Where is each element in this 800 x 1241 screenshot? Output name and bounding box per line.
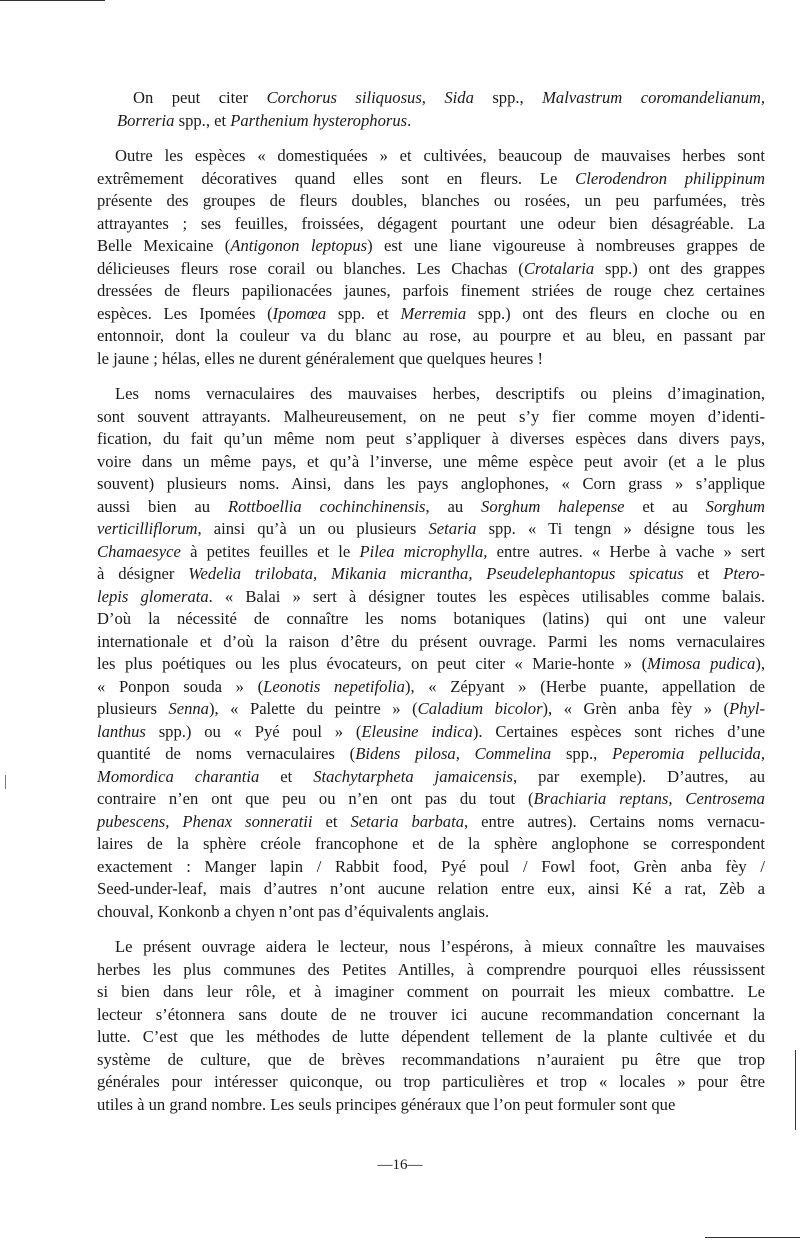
- text-line: [97, 788, 765, 811]
- text-run: ), « Grèn anba fèy » (: [542, 699, 730, 718]
- text-run: D’où la nécessité de connaître les noms botaniques (latins) qui ont une valeur: [97, 609, 765, 628]
- text-run: présente des groupes de fleurs doubles, blanches ou rosées, un peu parfumées, très: [97, 191, 765, 210]
- text-line: [97, 1094, 765, 1117]
- page-body-text: [97, 87, 765, 1129]
- text-run: quantité de noms vernaculaires (: [97, 744, 356, 763]
- text-run: Le présent ouvrage aidera le lecteur, nous l’espérons, à mieux connaître les mauvaises: [115, 937, 765, 956]
- text-run: attrayantes ; ses feuilles, froissées, dégagent pourtant une odeur bien désagréable. La: [97, 213, 765, 233]
- text-line: [97, 348, 765, 371]
- text-line: [97, 190, 765, 213]
- italic-taxon-name: Sida: [444, 88, 474, 107]
- text-line: [97, 1071, 765, 1094]
- text-run: utiles à un grand nombre. Les seuls principes généraux que l’on peut formuler sont que: [97, 1094, 676, 1114]
- italic-taxon-name: Wedelia trilobata, Mikania micrantha, Pseudelephantopus spicatus: [188, 564, 684, 583]
- italic-taxon-name: lanthus: [97, 721, 146, 741]
- text-line: [97, 213, 765, 236]
- text-run: lecteur s’étonnera sans doute de ne trouver ici aucune recommandation concernant la: [97, 1004, 765, 1024]
- text-line: [97, 235, 765, 258]
- text-line: [97, 406, 765, 429]
- text-run: souvent) plusieurs noms. Ainsi, dans les pays anglophones, « Corn grass » s’applique: [97, 474, 765, 493]
- text-run: système de culture, que de brèves recommandations n’auraient pu être que trop: [97, 1049, 765, 1069]
- text-line: [97, 676, 765, 699]
- italic-taxon-name: Peperomia pellucida,: [612, 744, 765, 763]
- text-run: internationale et d’où la raison d’être du présent ouvrage. Parmi les noms vernaculaires: [97, 631, 765, 651]
- text-run: spp.,: [473, 88, 543, 107]
- italic-taxon-name: Malvastrum coromandelianum,: [542, 88, 765, 107]
- italic-taxon-name: Corchorus siliquosus: [266, 88, 422, 107]
- text-line: [97, 608, 765, 631]
- text-run: exactement : Manger lapin / Rabbit food, Pyé poul / Fowl foot, Grèn anba fèy /: [97, 856, 765, 876]
- italic-taxon-name: Setaria barbata: [350, 811, 464, 831]
- text-run: et: [312, 811, 351, 831]
- text-run: les plus poétiques ou les plus évocateurs, on peut citer « Marie-honte » (: [97, 654, 648, 673]
- scan-speck: [5, 775, 6, 789]
- text-run: ),: [755, 654, 765, 673]
- text-line: [97, 631, 765, 654]
- italic-taxon-name: Pilea microphylla,: [359, 541, 488, 561]
- text-line: [97, 496, 765, 519]
- text-run: extrêmement décoratives quand elles sont en fleurs. Le: [97, 168, 576, 188]
- text-run: herbes les plus communes des Petites Antilles, à comprendre pourquoi elles réussissent: [97, 959, 765, 979]
- text-run: ), « Palette du peintre » (: [208, 699, 418, 718]
- text-run: spp. et: [326, 303, 401, 323]
- text-run: , entre autres). Certains noms vernacu-: [464, 811, 766, 831]
- text-run: laires de la sphère créole francophone et de la sphère anglophone se correspondent: [97, 834, 765, 853]
- text-run: « Ponpon souda » (: [97, 676, 264, 696]
- italic-taxon-name: pubescens, Phenax sonneratii: [97, 811, 313, 831]
- text-run: lutte. C’est que les méthodes de lutte dépendent tellement de la plante cultivée et du: [97, 1027, 765, 1046]
- text-run: , par exemple). D’autres, au: [513, 766, 765, 786]
- italic-taxon-name: Eleusine indica: [361, 721, 473, 741]
- text-run: si bien dans leur rôle, et à imaginer comment on pourrait les mieux combattre. Le: [97, 982, 765, 1001]
- text-run: sont souvent attrayants. Malheureusement, on ne peut s’y fier comme moyen d’identi-: [97, 406, 765, 426]
- text-run: contraire n’en ont que peu ou n’en ont pas du tout (: [97, 789, 534, 808]
- text-run: spp., et: [174, 110, 231, 130]
- text-run: plusieurs: [97, 699, 169, 718]
- text-line: [97, 563, 765, 586]
- italic-taxon-name: Leonotis nepetifolia: [263, 676, 405, 696]
- italic-taxon-name: Ipomœa: [272, 303, 327, 323]
- text-run: entonnoir, dont la couleur va du blanc au rose, au pourpre et au bleu, en passant par: [97, 326, 765, 345]
- italic-taxon-name: Stachytarpheta jamaicensis: [313, 766, 513, 786]
- text-line: [97, 473, 765, 496]
- italic-taxon-name: Senna: [168, 699, 209, 718]
- text-run: ) est une liane vigoureuse à nombreuses grappes de: [367, 236, 765, 255]
- italic-taxon-name: Sorghum: [705, 496, 765, 516]
- text-run: et: [259, 766, 314, 786]
- text-run: Outre les espèces « domestiquées » et cultivées, beaucoup de mauvaises herbes sont: [115, 146, 765, 165]
- text-run: voire dans un même pays, et qu’à l’inverse, une même espèce peut avoir (et a le plus: [97, 451, 765, 471]
- italic-taxon-name: Mimosa pudica: [647, 654, 756, 673]
- text-line: [97, 721, 765, 744]
- italic-taxon-name: Parthenium hysterophorus: [230, 110, 408, 130]
- text-line: [97, 811, 765, 834]
- scan-edge-line-right: [795, 1050, 796, 1130]
- scan-edge-line-top: [0, 0, 105, 1]
- text-line: [97, 743, 765, 766]
- italic-taxon-name: Bidens pilosa, Commelina: [355, 744, 552, 763]
- text-run: , ainsi qu’à un ou plusieurs: [197, 519, 429, 538]
- italic-taxon-name: verticilliflorum: [97, 519, 198, 538]
- text-line: [97, 698, 765, 721]
- italic-taxon-name: Sorghum halepense: [481, 496, 625, 516]
- text-line: [97, 981, 765, 1004]
- text-run: , au: [425, 496, 482, 516]
- text-line: [97, 383, 765, 406]
- italic-taxon-name: Caladium bicolor: [417, 699, 543, 718]
- text-run: ), « Zépyant » (Herbe puante, appellation de: [404, 676, 766, 696]
- text-run: générales pour intéresser quiconque, ou trop particulières et trop « locales » pour être: [97, 1072, 765, 1091]
- text-line: [97, 541, 765, 564]
- text-line: [97, 856, 765, 879]
- italic-taxon-name: Rottboellia cochinchinensis: [227, 496, 426, 516]
- text-run: à petites feuilles et le: [180, 541, 360, 561]
- italic-taxon-name: Antigonon leptopus: [230, 236, 368, 255]
- italic-taxon-name: Brachiaria reptans, Centrosema: [533, 789, 765, 808]
- text-line: [117, 110, 765, 133]
- paragraph: [117, 87, 765, 132]
- text-run: spp.) ou « Pyé poul » (: [145, 721, 362, 741]
- paragraph: [97, 936, 765, 1116]
- text-line: [97, 1004, 765, 1027]
- text-line: [97, 303, 765, 326]
- text-run: .: [407, 110, 412, 130]
- text-line: [97, 1049, 765, 1072]
- text-run: Les noms vernaculaires des mauvaises herbes, descriptifs ou pleins d’imagination,: [115, 384, 765, 403]
- text-run: ). Certaines espèces sont riches d’une: [472, 721, 765, 741]
- paragraph: [97, 383, 765, 923]
- text-run: On peut citer: [133, 88, 267, 107]
- text-line: [97, 1026, 765, 1049]
- text-run: Seed-under-leaf, mais d’autres n’ont aucune relation entre eux, ainsi Ké a rat, Zèb a: [97, 879, 765, 898]
- text-line: [97, 936, 765, 959]
- text-line: [97, 518, 765, 541]
- text-line: [97, 959, 765, 982]
- text-run: délicieuses fleurs rose corail ou blanches. Les Chachas (: [97, 258, 524, 278]
- text-line: [97, 428, 765, 451]
- text-run: spp. « Ti tengn » désigne tous les: [476, 519, 765, 538]
- italic-taxon-name: Merremia: [400, 303, 467, 323]
- text-line: [97, 280, 765, 303]
- text-run: spp.,: [551, 744, 613, 763]
- scan-edge-line-bottom: [705, 1237, 800, 1238]
- text-line: [97, 878, 765, 901]
- text-run: à désigner: [97, 564, 189, 583]
- text-line: [97, 168, 765, 191]
- text-line: [97, 586, 765, 609]
- text-run: le jaune ; hélas, elles ne durent généralement que quelques heures !: [97, 348, 544, 368]
- text-run: chouval, Konkonb a chyen n’ont pas d’équivalents anglais.: [97, 901, 490, 921]
- page-number: —16—: [377, 1157, 423, 1173]
- paragraph: [97, 145, 765, 370]
- text-run: ,: [421, 88, 445, 107]
- text-line: [97, 766, 765, 789]
- text-run: spp.) ont des grappes: [594, 258, 766, 278]
- text-run: aussi bien au: [97, 496, 228, 516]
- italic-taxon-name: Ptero-: [723, 564, 765, 583]
- text-line: [97, 901, 765, 924]
- italic-taxon-name: lepis glomerata: [97, 586, 209, 606]
- italic-taxon-name: Setaria: [428, 519, 477, 538]
- text-run: dressées de fleurs papilionacées jaunes, parfois finement striées de rouge chez certaines: [97, 281, 765, 300]
- text-run: fication, du fait qu’un même nom peut s’appliquer à diverses espèces dans divers pays,: [97, 429, 765, 448]
- italic-taxon-name: Crotalaria: [523, 258, 595, 278]
- italic-taxon-name: Borreria: [117, 110, 175, 130]
- text-line: [97, 258, 765, 281]
- italic-taxon-name: Chamaesyce: [97, 541, 181, 561]
- text-run: entre autres. « Herbe à vache » sert: [487, 541, 766, 561]
- text-line: [97, 833, 765, 856]
- text-line: [97, 325, 765, 348]
- text-line: [97, 653, 765, 676]
- italic-taxon-name: Momordica charantia: [97, 766, 260, 786]
- text-run: spp.) ont des fleurs en cloche ou en: [466, 303, 765, 323]
- text-line: [97, 451, 765, 474]
- text-run: . « Balai » sert à désigner toutes les espèces utilisables comme balais.: [208, 586, 766, 606]
- text-line: [117, 87, 765, 110]
- text-line: [97, 145, 765, 168]
- text-run: et: [683, 564, 724, 583]
- text-run: espèces. Les Ipomées (: [97, 303, 273, 323]
- italic-taxon-name: Clerodendron philippinum: [575, 168, 765, 188]
- italic-taxon-name: Phyl-: [729, 699, 765, 718]
- text-run: et au: [624, 496, 706, 516]
- text-run: Belle Mexicaine (: [97, 236, 231, 255]
